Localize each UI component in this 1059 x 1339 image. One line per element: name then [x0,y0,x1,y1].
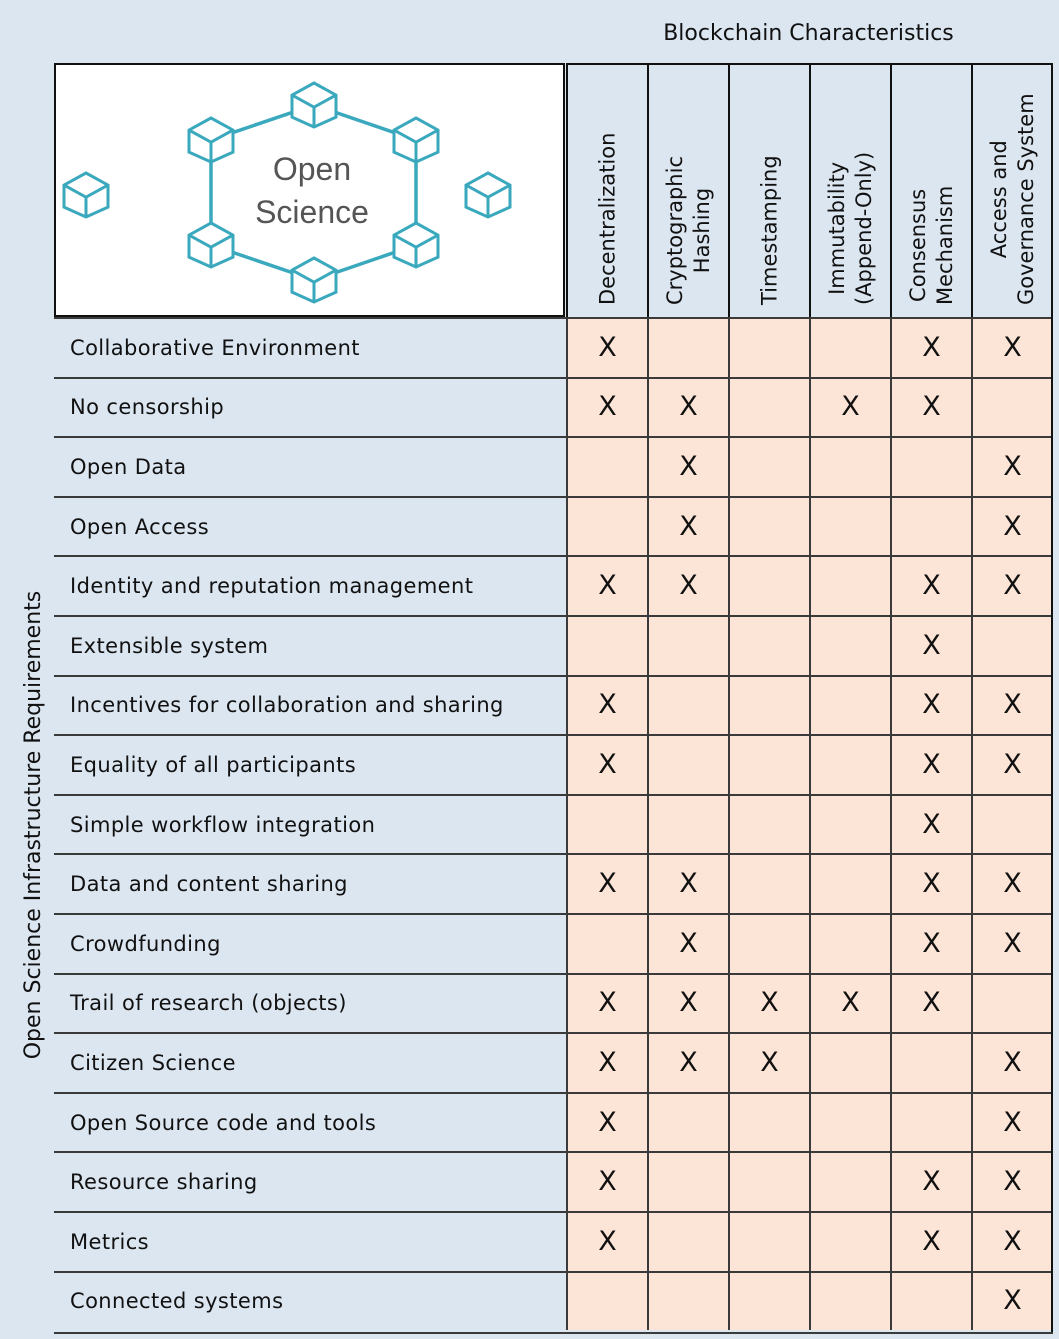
row-label [54,1271,566,1331]
row-label [54,853,566,913]
matrix-cell [647,615,728,675]
matrix-cell [647,1092,728,1152]
matrix-cell [647,1032,728,1092]
matrix-cell [971,853,1052,913]
matrix-cell [890,1211,971,1271]
cell-mark: X [598,1225,617,1257]
cell-mark: X [922,1225,941,1257]
matrix-cell [728,794,809,854]
blockchain-network-icon [56,65,563,315]
matrix-cell [728,1151,809,1211]
matrix-cell [566,317,647,377]
matrix-cell [971,317,1052,377]
column-header [971,63,1052,317]
cell-mark: X [1003,1166,1022,1198]
matrix-cell [809,913,890,973]
matrix-cell [728,675,809,735]
matrix-cell [647,377,728,437]
matrix-cell [890,1032,971,1092]
cell-mark: X [1003,510,1022,542]
row-label [54,317,566,377]
matrix-cell [566,615,647,675]
column-header [890,63,971,317]
matrix-cell [890,436,971,496]
cell-mark: X [598,1046,617,1078]
column-header-label: Cryptographic Hashing [662,156,714,305]
row-label [54,973,566,1033]
cell-mark: X [1003,1106,1022,1138]
matrix-cell [971,377,1052,437]
matrix-cell [647,675,728,735]
matrix-cell [890,377,971,437]
cell-mark: X [679,391,698,423]
cell-mark: X [1003,450,1022,482]
matrix-cell [647,734,728,794]
matrix-cell [809,436,890,496]
matrix-cell [809,1271,890,1331]
column-header [647,63,728,317]
matrix-cell [890,675,971,735]
matrix-cell [728,1271,809,1331]
matrix-cell [566,555,647,615]
matrix-cell [566,794,647,854]
matrix-cell [809,555,890,615]
cell-mark: X [1003,570,1022,602]
cell-mark: X [598,331,617,363]
matrix-cell [566,973,647,1033]
matrix-cell [809,1211,890,1271]
matrix-cell [728,1032,809,1092]
cell-mark: X [922,689,941,721]
cell-mark: X [841,987,860,1019]
row-label [54,1092,566,1152]
matrix-cell [728,436,809,496]
matrix-cell [809,615,890,675]
row-label [54,675,566,735]
row-label-text: Crowdfunding [70,931,221,956]
cell-mark: X [679,1046,698,1078]
column-header [809,63,890,317]
matrix-cell [566,913,647,973]
row-label-text: Citizen Science [70,1050,236,1075]
matrix-cell [647,853,728,913]
matrix-cell [971,1032,1052,1092]
row-label-text: Incentives for collaboration and sharing [70,693,504,718]
matrix-cell [647,973,728,1033]
matrix-cell [971,1271,1052,1331]
cell-mark: X [1003,331,1022,363]
matrix-cell [890,615,971,675]
matrix-cell [971,1211,1052,1271]
row-label-text: Data and content sharing [70,872,348,897]
row-label-text: Extensible system [70,633,269,658]
row-label-text: Collaborative Environment [70,335,360,360]
cell-mark: X [922,1166,941,1198]
matrix-cell [809,1032,890,1092]
matrix-cell [971,794,1052,854]
cell-mark: X [598,391,617,423]
matrix-cell [971,973,1052,1033]
matrix-cell [809,1092,890,1152]
matrix-cell [728,973,809,1033]
matrix-cell [971,1151,1052,1211]
row-label [54,734,566,794]
matrix-cell [890,973,971,1033]
cell-mark: X [922,331,941,363]
row-label [54,1211,566,1271]
matrix-cell [971,496,1052,556]
row-label [54,436,566,496]
matrix-cell [728,555,809,615]
row-label-text: Open Source code and tools [70,1110,377,1135]
matrix-cell [566,436,647,496]
row-label [54,1151,566,1211]
matrix-cell [647,436,728,496]
cell-mark: X [841,391,860,423]
row-label-text: Simple workflow integration [70,812,376,837]
matrix-cell [809,317,890,377]
cell-mark: X [679,987,698,1019]
matrix-cell [809,973,890,1033]
matrix-cell [890,794,971,854]
cell-mark: X [598,570,617,602]
cell-mark: X [679,450,698,482]
cell-mark: X [598,1106,617,1138]
matrix-cell [566,377,647,437]
row-label-text: Equality of all participants [70,752,357,777]
cell-mark: X [679,927,698,959]
row-label [54,615,566,675]
cell-mark: X [922,570,941,602]
side-title-text: Open Science Infrastructure Requirements [21,590,46,1060]
matrix-cell [890,734,971,794]
matrix-cell [890,317,971,377]
logo-text-open: Open [272,151,352,187]
matrix-cell [809,794,890,854]
row-label-text: Metrics [70,1229,150,1254]
cell-mark: X [1003,689,1022,721]
column-header-label: Access and Governance System [986,93,1038,305]
matrix-cell [890,1271,971,1331]
cell-mark: X [922,629,941,661]
matrix-cell [809,1151,890,1211]
matrix-cell [728,615,809,675]
row-label [54,496,566,556]
matrix-title: Blockchain Characteristics [663,21,954,46]
matrix-cell [890,496,971,556]
matrix-cell [728,317,809,377]
row-label-text: Identity and reputation management [70,574,474,599]
cell-mark: X [1003,1225,1022,1257]
column-header-label: Timestamping [757,155,781,305]
cell-mark: X [598,1166,617,1198]
matrix-cell [890,555,971,615]
matrix-cell [971,675,1052,735]
matrix-cell [728,734,809,794]
matrix-cell [809,734,890,794]
row-label [54,555,566,615]
column-header [728,63,809,317]
matrix-cell [566,853,647,913]
matrix-cell [566,1092,647,1152]
matrix-cell [971,913,1052,973]
cell-mark: X [598,987,617,1019]
matrix-cell [647,1151,728,1211]
matrix-cell [728,913,809,973]
matrix-cell [566,496,647,556]
matrix-cell [809,853,890,913]
column-header [566,63,647,317]
row-label-text: Trail of research (objects) [70,991,347,1016]
cell-mark: X [1003,1285,1022,1317]
open-science-logo [54,63,565,317]
matrix-cell [809,377,890,437]
matrix-cell [728,1092,809,1152]
matrix-cell [809,675,890,735]
row-label-text: Open Access [70,514,210,539]
row-label [54,794,566,854]
matrix-cell [890,853,971,913]
matrix-cell [809,496,890,556]
cell-mark: X [1003,868,1022,900]
cell-mark: X [679,868,698,900]
row-label-text: Resource sharing [70,1170,258,1195]
matrix-cell [728,496,809,556]
matrix-cell [971,734,1052,794]
cell-mark: X [598,689,617,721]
cell-mark: X [760,987,779,1019]
cell-mark: X [598,748,617,780]
matrix-cell [566,1151,647,1211]
row-label-text: No censorship [70,395,225,420]
matrix-cell [647,317,728,377]
matrix-cell [647,496,728,556]
grid-bottom-border [54,1332,1053,1334]
cell-mark: X [1003,1046,1022,1078]
matrix-cell [566,1032,647,1092]
matrix-cell [647,794,728,854]
column-header-label: Immutability (Append-Only) [824,151,876,305]
matrix-cell [566,675,647,735]
cell-mark: X [679,510,698,542]
row-label [54,377,566,437]
matrix-cell [971,555,1052,615]
matrix-cell [890,913,971,973]
matrix-cell [728,1211,809,1271]
cell-mark: X [760,1046,779,1078]
matrix-cell [647,1271,728,1331]
row-label-text: Connected systems [70,1289,284,1314]
cell-mark: X [679,570,698,602]
cell-mark: X [922,391,941,423]
matrix-cell [971,436,1052,496]
cell-mark: X [1003,927,1022,959]
logo-text-science: Science [255,194,369,230]
matrix-cell [728,377,809,437]
matrix-cell [566,734,647,794]
matrix-cell [647,1211,728,1271]
cell-mark: X [598,868,617,900]
cell-mark: X [922,808,941,840]
matrix-cell [728,853,809,913]
row-label [54,1032,566,1092]
matrix-cell [647,555,728,615]
matrix-cell [647,913,728,973]
matrix-cell [890,1092,971,1152]
matrix-cell [566,1211,647,1271]
row-label [54,913,566,973]
cell-mark: X [922,927,941,959]
cell-mark: X [922,748,941,780]
matrix-cell [971,1092,1052,1152]
cell-mark: X [1003,748,1022,780]
column-header-label: Decentralization [595,132,619,305]
matrix-cell [890,1151,971,1211]
matrix-cell [971,615,1052,675]
matrix-cell [566,1271,647,1331]
grid-right-border [1051,63,1053,1334]
cell-mark: X [922,868,941,900]
cell-mark: X [922,987,941,1019]
row-label-text: Open Data [70,454,187,479]
column-header-label: Consensus Mechanism [905,185,957,305]
